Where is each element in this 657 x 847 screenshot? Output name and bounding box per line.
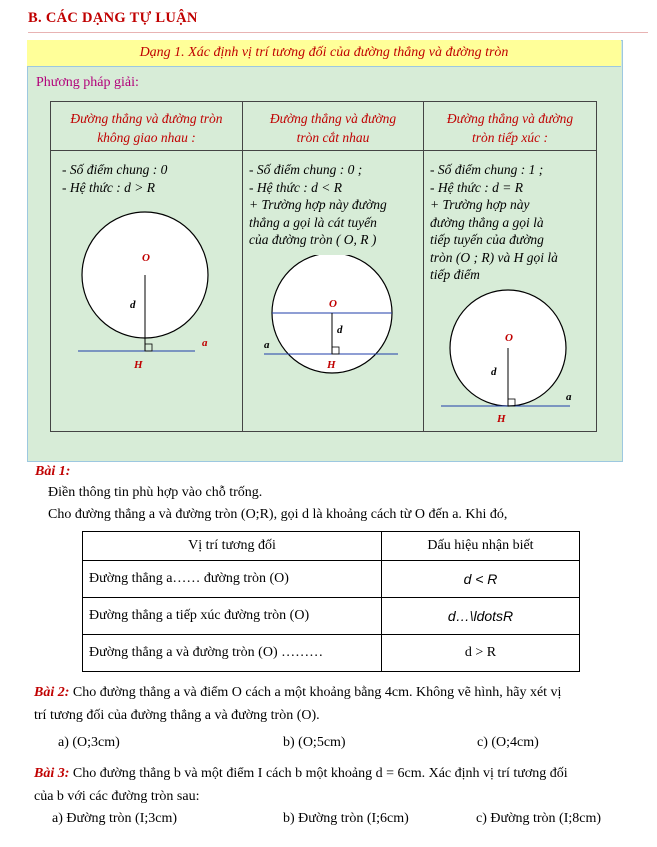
section-underline xyxy=(28,32,648,33)
bai3-line1: Bài 3: Cho đường thẳng b và một điểm I cách b một khoảng d = 6cm. Xác định vị trí tương đối xyxy=(34,766,568,781)
label-d: d xyxy=(130,299,136,311)
label-a: a xyxy=(566,391,572,403)
phuong-phap-label: Phương pháp giải: xyxy=(36,75,139,90)
bai2-option-a: a) (O;3cm) xyxy=(58,735,120,750)
label-H: H xyxy=(497,413,506,425)
figure-no-intersection xyxy=(60,205,240,385)
label-d: d xyxy=(491,366,497,378)
col2-text: - Số điểm chung : 0 ; - Hệ thức : d < R + Trường hợp này đường thẳng a gọi là cát tuyến của đường tròn ( O, R ) xyxy=(249,162,387,247)
table-header: Vị trí tương đối xyxy=(83,532,382,561)
label-O: O xyxy=(329,298,337,310)
label-H: H xyxy=(327,359,336,371)
table-cell: Đường thẳng a…… đường tròn (O) xyxy=(83,561,382,598)
bai1-line2: Cho đường thẳng a và đường tròn (O;R), gọi d là khoảng cách từ O đến a. Khi đó, xyxy=(48,507,508,522)
bai2-label: Bài 2: xyxy=(34,685,70,700)
bai3-option-c: c) Đường tròn (I;8cm) xyxy=(476,811,602,826)
bai1-label: Bài 1: xyxy=(35,464,71,479)
table-cell: d > R xyxy=(382,635,580,672)
label-a: a xyxy=(264,339,270,351)
header-col3: Đường thẳng và đường tròn tiếp xúc : xyxy=(446,111,574,145)
bai2-line2: trí tương đối của đường thẳng a và đường tròn (O). xyxy=(34,708,320,723)
label-O: O xyxy=(505,332,513,344)
figure-tangent xyxy=(435,285,595,435)
col1-text: - Số điểm chung : 0 - Hệ thức : d > R xyxy=(62,162,168,195)
bai3-option-a: a) Đường tròn (I;3cm) xyxy=(52,811,178,826)
table-cell: d < R xyxy=(382,561,580,598)
table-header-divider xyxy=(50,150,597,151)
bai2-option-b: b) (O;5cm) xyxy=(283,735,346,750)
label-H: H xyxy=(134,359,143,371)
bai1-line1: Điền thông tin phù hợp vào chỗ trống. xyxy=(48,485,263,500)
col3-text: - Số điểm chung : 1 ; - Hệ thức : d = R + Trường hợp này đường thẳng a gọi là tiếp tuyến của đường tròn (O ; R) và H gọi là tiếp điểm xyxy=(430,162,558,282)
right-angle-mark xyxy=(145,344,152,351)
table-cell: d…\ldotsR xyxy=(382,598,580,635)
label-a: a xyxy=(202,337,208,349)
header-col2: Đường thẳng và đường tròn cắt nhau xyxy=(269,111,397,145)
bai2-line1: Bài 2: Cho đường thẳng a và điểm O cách a một khoảng bằng 4cm. Không vẽ hình, hãy xét vị xyxy=(34,685,562,700)
label-d: d xyxy=(337,324,343,336)
table-header: Dấu hiệu nhận biết xyxy=(382,532,580,561)
bai3-line2: của b với các đường tròn sau: xyxy=(34,789,200,804)
section-title: B. CÁC DẠNG TỰ LUẬN xyxy=(28,10,198,26)
bai2-option-c: c) (O;4cm) xyxy=(477,735,539,750)
header-col1: Đường thẳng và đường tròn không giao nhau : xyxy=(70,111,223,145)
dang-title: Dạng 1. Xác định vị trí tương đối của đường thẳng và đường tròn xyxy=(27,40,621,67)
bai3-label: Bài 3: xyxy=(34,766,70,781)
figure-secant xyxy=(260,255,420,385)
table-cell: Đường thẳng a tiếp xúc đường tròn (O) xyxy=(83,598,382,635)
label-O: O xyxy=(142,252,150,264)
bai3-option-b: b) Đường tròn (I;6cm) xyxy=(283,811,409,826)
table-cell: Đường thẳng a và đường tròn (O) ……… xyxy=(83,635,382,672)
bai1-table xyxy=(82,531,580,672)
